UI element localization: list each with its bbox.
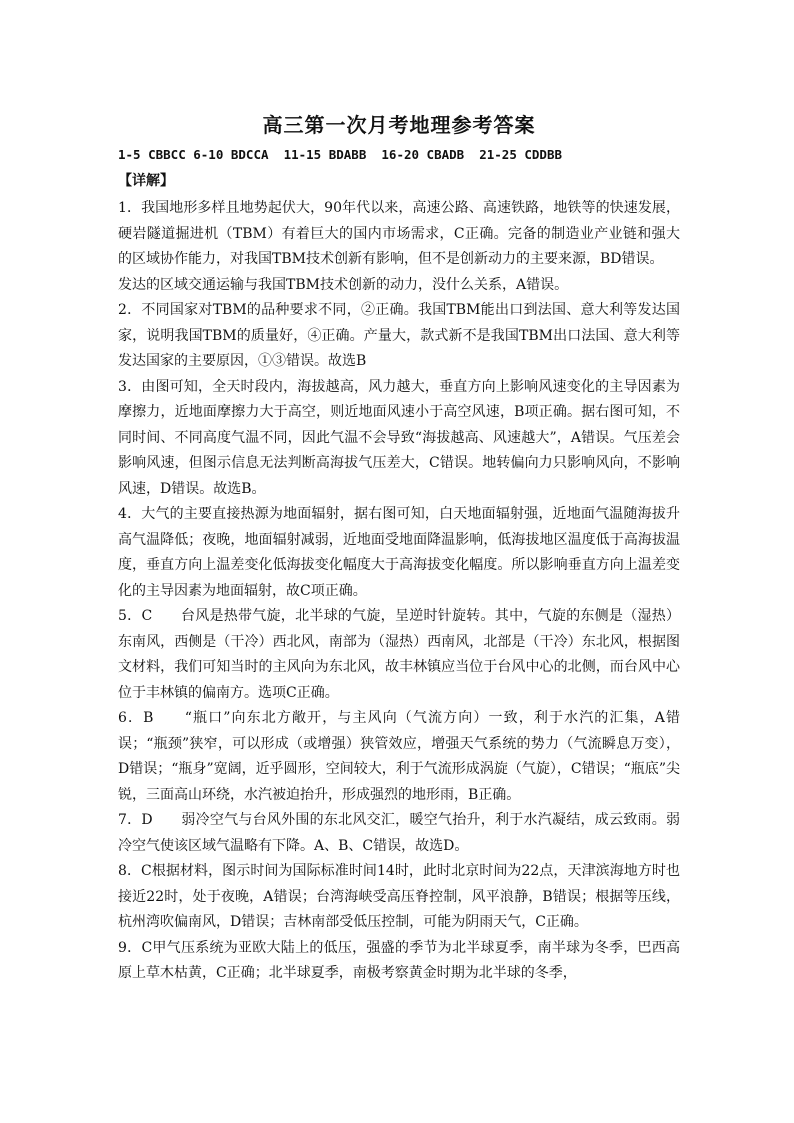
explanation-paragraph-7: 7．D 弱冷空气与台风外围的东北风交汇，暖空气抬升，利于水汽凝结，成云致雨。弱冷空气使该区域气温略有下降。A、B、C错误，故选D。 — [118, 812, 680, 854]
answer-key: 1-5 CBBCC 6-10 BDCCA 11-15 BDABB 16-20 CBADB 21-25 CDDBB — [118, 147, 563, 162]
explanation-paragraph-6: 6．B “瓶口”向东北方敞开，与主风向（气流方向）一致，利于水汽的汇集，A错误；“瓶颈”狭窄，可以形成（或增强）狭管效应，增强天气系统的势力（气流瞬息万变），D错误；“瓶身”宽阔，近乎圆形，空间较大，利于气流形成涡旋（气旋），C错误；“瓶底”尖锐，三面高山环绕，水汽被迫抬升，形成强烈的地形雨，B正确。 — [118, 710, 680, 803]
explanation-paragraph-2: 2．不同国家对TBM的品种要求不同，②正确。我国TBM能出口到法国、意大利等发达国家，说明我国TBM的质量好，④正确。产量大，款式新不是我国TBM出口法国、意大利等发达国家的主要原因，①③错误。故选B — [118, 302, 680, 369]
explanation-paragraph-8: 8．C根据材料，图示时间为国际标准时间14时，此时北京时间为22点，天津滨海地方时也接近22时，处于夜晚，A错误；台湾海峡受高压脊控制，风平浪静，B错误；根据等压线，杭州湾吹偏南风，D错误；吉林南部受低压控制，可能为阴雨天气，C正确。 — [118, 863, 680, 930]
explanation-paragraph-5: 5．C 台风是热带气旋，北半球的气旋，呈逆时针旋转。其中，气旋的东侧是（湿热）东南风，西侧是（干冷）西北风，南部为（湿热）西南风，北部是（干冷）东北风，根据图文材料，我们可知当时的主风向为东北风，故丰林镇应当位于台风中心的北侧，而台风中心位于丰林镇的偏南方。选项C正确。 — [118, 608, 680, 701]
explanation-paragraph-3: 3．由图可知，全天时段内，海拔越高，风力越大，垂直方向上影响风速变化的主导因素为摩擦力，近地面摩擦力大于高空，则近地面风速小于高空风速，B项正确。据右图可知，不同时间、不同高度气温不同，因此气温不会导致“海拔越高、风速越大”，A错误。气压差会影响风速，但图示信息无法判断高海拔气压差大，C错误。地转偏向力只影响风向，不影响风速，D错误。故选B。 — [118, 378, 680, 497]
explanation-paragraph-9: 9．C甲气压系统为亚欧大陆上的低压，强盛的季节为北半球夏季，南半球为冬季，巴西高原上草木枯黄，C正确；北半球夏季，南极考察黄金时期为北半球的冬季， — [118, 939, 680, 981]
document-title: 高三第一次月考地理参考答案 — [262, 113, 536, 137]
answer-sheet — [118, 112, 680, 987]
explanation-heading: 【详解】 — [118, 173, 174, 189]
explanation-paragraph-4: 4．大气的主要直接热源为地面辐射，据右图可知，白天地面辐射强，近地面气温随海拔升高气温降低；夜晚，地面辐射减弱，近地面受地面降温影响，低海拔地区温度低于高海拔温度，垂直方向上温差变化低海拔变化幅度大于高海拔变化幅度。所以影响垂直方向上温差变化的主导因素为地面辐射，故C项正确。 — [118, 506, 680, 599]
explanation-paragraph-1: 1．我国地形多样且地势起伏大，90年代以来，高速公路、高速铁路，地铁等的快速发展，硬岩隧道掘进机（TBM）有着巨大的国内市场需求，C正确。完备的制造业产业链和强大的区域协作能力，对我国TBM技术创新有影响，但不是创新动力的主要来源，BD错误。 — [118, 200, 680, 267]
explanation-paragraph-1-continued: 发达的区域交通运输与我国TBM技术创新的动力，没什么关系，A错误。 — [118, 276, 569, 293]
